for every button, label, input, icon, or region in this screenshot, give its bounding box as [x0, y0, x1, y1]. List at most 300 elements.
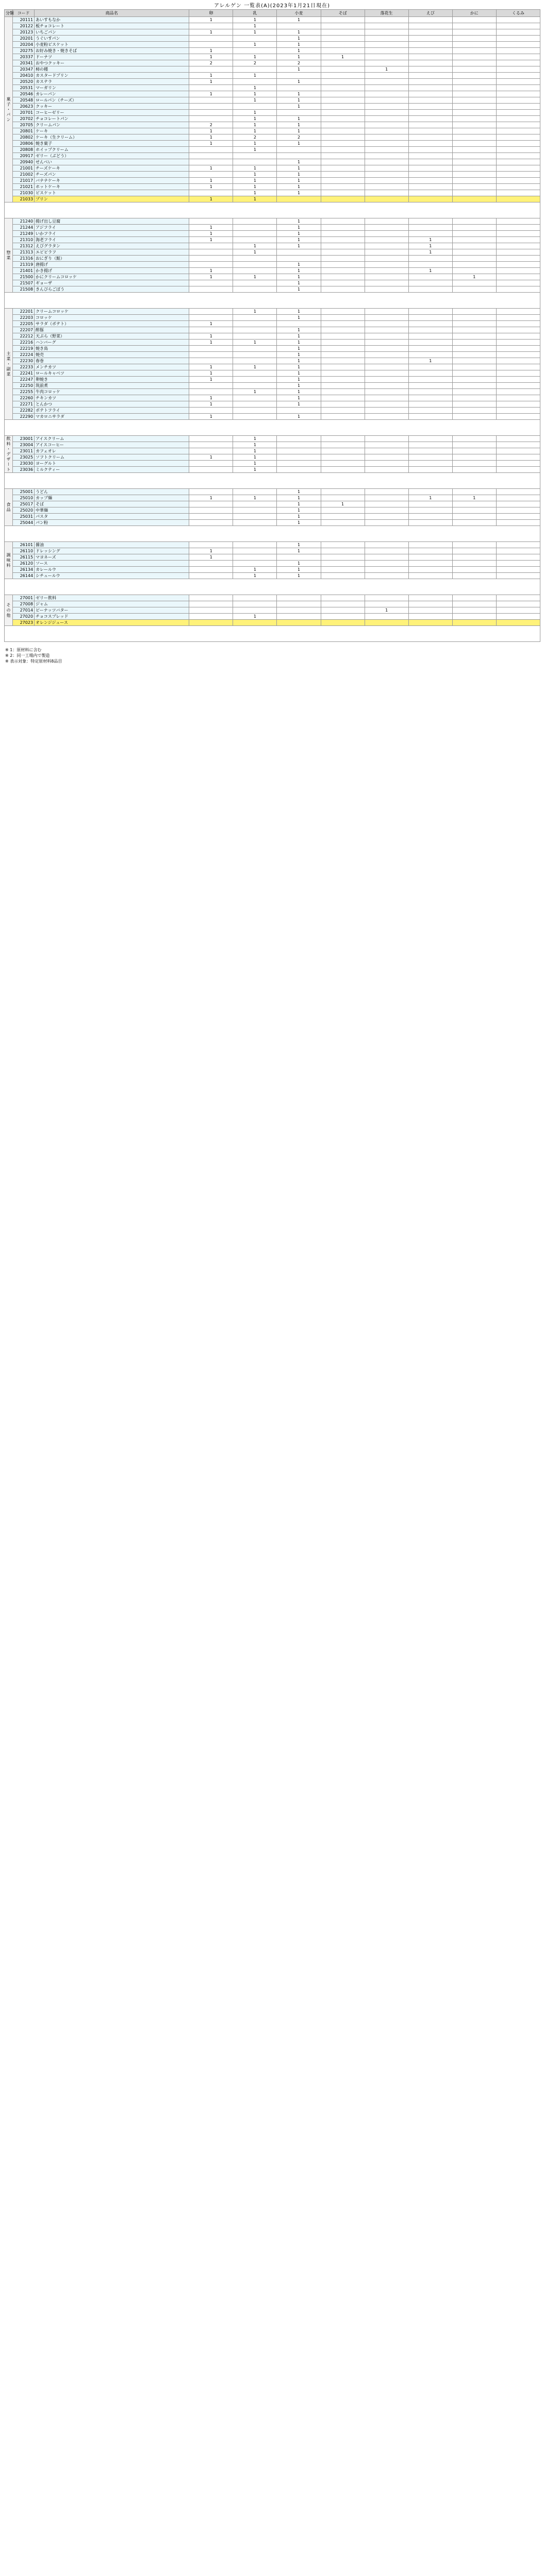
item-code: 22219 [13, 346, 35, 352]
allergen-cell: 1 [233, 340, 277, 346]
allergen-cell [496, 243, 540, 249]
allergen-cell [321, 128, 365, 134]
table-row [5, 66, 540, 73]
item-name: ビスケット [35, 190, 189, 196]
table-row [5, 467, 540, 473]
allergen-cell [321, 377, 365, 383]
allergen-cell: 1 [277, 548, 321, 554]
item-name: おやつクッキー [35, 60, 189, 66]
item-code: 20531 [13, 85, 35, 91]
item-name: ドレッシング [35, 548, 189, 554]
allergen-cell [496, 66, 540, 73]
table-row [5, 514, 540, 520]
section-label: 惣菜 [5, 218, 13, 293]
allergen-cell [321, 165, 365, 172]
allergen-cell [408, 507, 452, 514]
allergen-cell: 1 [277, 36, 321, 42]
allergen-cell [233, 607, 277, 614]
allergen-cell [408, 104, 452, 110]
allergen-cell [452, 23, 496, 29]
allergen-cell: 1 [233, 116, 277, 122]
allergen-cell [452, 436, 496, 442]
allergen-cell [408, 42, 452, 48]
allergen-cell [452, 85, 496, 91]
allergen-cell [496, 414, 540, 420]
allergen-cell: 1 [233, 91, 277, 97]
allergen-cell [452, 501, 496, 507]
allergen-cell [452, 196, 496, 202]
allergen-cell: 1 [277, 122, 321, 128]
allergen-cell: 1 [277, 340, 321, 346]
allergen-cell [321, 573, 365, 579]
allergen-cell [452, 73, 496, 79]
allergen-cell [452, 542, 496, 548]
allergen-cell [365, 401, 408, 408]
allergen-cell [452, 333, 496, 340]
allergen-cell [408, 401, 452, 408]
allergen-cell [189, 352, 233, 358]
allergen-cell: 1 [189, 54, 233, 60]
allergen-cell [365, 60, 408, 66]
allergen-cell [321, 607, 365, 614]
allergen-cell [452, 190, 496, 196]
item-code: 26134 [13, 567, 35, 573]
allergen-cell: 1 [189, 364, 233, 370]
allergen-cell [496, 147, 540, 153]
allergen-cell: 1 [277, 184, 321, 190]
allergen-cell [321, 442, 365, 448]
allergen-cell [233, 554, 277, 561]
allergen-cell [408, 467, 452, 473]
item-code: 22247 [13, 377, 35, 383]
table-row [5, 54, 540, 60]
allergen-cell: 1 [189, 395, 233, 401]
allergen-cell [321, 134, 365, 141]
allergen-cell [496, 128, 540, 134]
table-row [5, 401, 540, 408]
allergen-cell: 1 [277, 29, 321, 36]
table-row [5, 567, 540, 573]
allergen-cell [189, 467, 233, 473]
table-row [5, 377, 540, 383]
allergen-cell: 2 [233, 134, 277, 141]
allergen-cell [233, 595, 277, 601]
item-code: 21316 [13, 256, 35, 262]
allergen-cell: 1 [233, 29, 277, 36]
table-row [5, 495, 540, 501]
allergen-cell [321, 249, 365, 256]
column-header: 分類 [5, 10, 13, 17]
allergen-cell [321, 333, 365, 340]
allergen-cell [408, 601, 452, 607]
section-gap [5, 626, 540, 642]
allergen-cell [365, 461, 408, 467]
allergen-cell [321, 36, 365, 42]
table-row [5, 23, 540, 29]
allergen-cell: 1 [189, 237, 233, 243]
item-code: 20701 [13, 110, 35, 116]
table-row [5, 554, 540, 561]
allergen-cell [496, 436, 540, 442]
allergen-cell [452, 315, 496, 321]
item-name: ドーナツ [35, 54, 189, 60]
allergen-cell [189, 97, 233, 104]
allergen-cell: 1 [233, 97, 277, 104]
allergen-cell [233, 104, 277, 110]
allergen-cell [321, 286, 365, 293]
allergen-cell [365, 614, 408, 620]
allergen-cell [496, 97, 540, 104]
allergen-cell [496, 196, 540, 202]
item-code: 23025 [13, 454, 35, 461]
allergen-cell [233, 370, 277, 377]
allergen-cell [321, 467, 365, 473]
table-row [5, 542, 540, 548]
allergen-cell: 1 [277, 327, 321, 333]
allergen-cell [321, 147, 365, 153]
allergen-cell [496, 159, 540, 165]
allergen-cell [365, 573, 408, 579]
allergen-cell [496, 184, 540, 190]
allergen-cell [233, 333, 277, 340]
allergen-cell [452, 116, 496, 122]
allergen-cell [189, 42, 233, 48]
allergen-cell: 1 [233, 436, 277, 442]
allergen-cell [408, 414, 452, 420]
item-code: 25010 [13, 495, 35, 501]
allergen-cell: 1 [277, 172, 321, 178]
allergen-cell [233, 548, 277, 554]
item-code: 23030 [13, 461, 35, 467]
allergen-cell: 1 [277, 141, 321, 147]
allergen-cell [408, 66, 452, 73]
allergen-cell [496, 601, 540, 607]
allergen-cell [452, 147, 496, 153]
table-row [5, 346, 540, 352]
allergen-cell [408, 333, 452, 340]
allergen-cell [365, 97, 408, 104]
item-code: 21240 [13, 218, 35, 225]
table-row [5, 595, 540, 601]
allergen-cell [452, 91, 496, 97]
allergen-cell [496, 54, 540, 60]
item-name: かき揚げ [35, 268, 189, 274]
table-body [5, 17, 540, 642]
item-name: いちごパン [35, 29, 189, 36]
allergen-cell [452, 36, 496, 42]
column-header: 乳 [233, 10, 277, 17]
item-code: 21500 [13, 274, 35, 280]
allergen-cell [233, 620, 277, 626]
allergen-cell [277, 147, 321, 153]
allergen-cell [233, 231, 277, 237]
allergen-cell [452, 395, 496, 401]
allergen-cell [452, 414, 496, 420]
allergen-cell [365, 85, 408, 91]
allergen-cell [496, 542, 540, 548]
allergen-cell [452, 17, 496, 23]
item-code: 22216 [13, 340, 35, 346]
allergen-cell [452, 309, 496, 315]
allergen-cell [408, 141, 452, 147]
allergen-cell: 1 [321, 501, 365, 507]
item-name: かにクリームコロッケ [35, 274, 189, 280]
allergen-cell: 1 [233, 54, 277, 60]
allergen-cell [408, 614, 452, 620]
allergen-cell [189, 358, 233, 364]
allergen-cell [452, 614, 496, 620]
allergen-cell [321, 364, 365, 370]
allergen-cell [496, 73, 540, 79]
item-name: 海老フライ [35, 237, 189, 243]
allergen-cell: 1 [277, 274, 321, 280]
allergen-cell: 1 [277, 116, 321, 122]
allergen-cell [233, 514, 277, 520]
allergen-cell [452, 346, 496, 352]
table-row [5, 141, 540, 147]
table-row [5, 110, 540, 116]
allergen-cell [189, 501, 233, 507]
allergen-cell: 1 [277, 17, 321, 23]
allergen-cell [452, 286, 496, 293]
allergen-cell [189, 520, 233, 526]
item-name: えびグラタン [35, 243, 189, 249]
section-gap [5, 202, 540, 218]
item-name: アジフライ [35, 225, 189, 231]
allergen-cell [452, 172, 496, 178]
allergen-cell [452, 178, 496, 184]
item-name: 揚げ出し豆腐 [35, 218, 189, 225]
allergen-cell: 1 [277, 91, 321, 97]
allergen-cell [321, 60, 365, 66]
allergen-cell [496, 489, 540, 495]
item-name: チーズケーキ [35, 165, 189, 172]
header-row [5, 10, 540, 17]
allergen-cell [496, 614, 540, 620]
item-name: いかフライ [35, 231, 189, 237]
item-code: 23036 [13, 467, 35, 473]
item-code: 20520 [13, 79, 35, 85]
allergen-cell: 1 [189, 548, 233, 554]
allergen-cell [189, 190, 233, 196]
item-name: アイスコーヒー [35, 442, 189, 448]
allergen-cell: 1 [189, 454, 233, 461]
allergen-cell [233, 237, 277, 243]
table-row [5, 153, 540, 159]
allergen-cell [365, 548, 408, 554]
allergen-cell [408, 620, 452, 626]
allergen-cell: 1 [277, 507, 321, 514]
item-code: 27023 [13, 620, 35, 626]
table-row [5, 327, 540, 333]
allergen-cell [365, 383, 408, 389]
allergen-cell [496, 383, 540, 389]
item-name: 醤油 [35, 542, 189, 548]
allergen-cell [408, 377, 452, 383]
footnote-line: ※ 1：原材料に含む [5, 648, 42, 652]
allergen-cell [365, 352, 408, 358]
allergen-cell [233, 561, 277, 567]
allergen-cell [189, 147, 233, 153]
allergen-cell [365, 147, 408, 153]
allergen-cell [189, 389, 233, 395]
allergen-cell: 1 [189, 495, 233, 501]
allergen-cell: 1 [233, 42, 277, 48]
table-row [5, 91, 540, 97]
allergen-cell [321, 29, 365, 36]
item-code: 23004 [13, 442, 35, 448]
allergen-cell [321, 91, 365, 97]
allergen-cell [321, 408, 365, 414]
table-row [5, 218, 540, 225]
allergen-cell: 1 [233, 17, 277, 23]
allergen-cell: 1 [277, 377, 321, 383]
allergen-cell [233, 395, 277, 401]
allergen-cell [452, 159, 496, 165]
allergen-cell [321, 542, 365, 548]
item-code: 23001 [13, 436, 35, 442]
allergen-cell [408, 190, 452, 196]
allergen-cell [496, 42, 540, 48]
table-row [5, 408, 540, 414]
allergen-cell: 1 [189, 141, 233, 147]
table-row [5, 190, 540, 196]
allergen-cell: 1 [189, 321, 233, 327]
allergen-cell [233, 327, 277, 333]
item-name: チョコスプレッド [35, 614, 189, 620]
allergen-cell [365, 42, 408, 48]
allergen-cell: 1 [277, 364, 321, 370]
allergen-cell [496, 514, 540, 520]
allergen-cell [365, 218, 408, 225]
allergen-cell [452, 48, 496, 54]
item-code: 22233 [13, 364, 35, 370]
allergen-cell [408, 364, 452, 370]
item-name: メンチカツ [35, 364, 189, 370]
allergen-cell: 1 [277, 414, 321, 420]
item-code: 20122 [13, 23, 35, 29]
item-code: 21033 [13, 196, 35, 202]
table-row [5, 29, 540, 36]
item-code: 21244 [13, 225, 35, 231]
allergen-cell: 1 [189, 184, 233, 190]
allergen-cell: 1 [277, 309, 321, 315]
allergen-cell [408, 178, 452, 184]
allergen-cell [189, 327, 233, 333]
section-gap [5, 473, 540, 489]
allergen-cell: 1 [277, 262, 321, 268]
allergen-cell: 1 [277, 561, 321, 567]
allergen-cell [321, 601, 365, 607]
allergen-cell [408, 408, 452, 414]
allergen-cell [452, 514, 496, 520]
item-code: 21021 [13, 184, 35, 190]
table-row [5, 620, 540, 626]
allergen-cell: 1 [277, 128, 321, 134]
allergen-cell [365, 340, 408, 346]
column-header: 落花生 [365, 10, 408, 17]
allergen-cell [452, 489, 496, 495]
allergen-cell [233, 218, 277, 225]
allergen-cell: 1 [408, 358, 452, 364]
allergen-cell: 1 [277, 333, 321, 340]
item-code: 21319 [13, 262, 35, 268]
allergen-cell [496, 315, 540, 321]
allergen-cell [233, 520, 277, 526]
allergen-cell [321, 401, 365, 408]
allergen-cell [496, 461, 540, 467]
allergen-cell [365, 110, 408, 116]
allergen-cell [321, 153, 365, 159]
allergen-cell [496, 548, 540, 554]
allergen-cell [496, 286, 540, 293]
allergen-cell: 1 [189, 231, 233, 237]
allergen-cell [452, 60, 496, 66]
item-code: 21002 [13, 172, 35, 178]
allergen-cell: 1 [233, 23, 277, 29]
allergen-cell [321, 280, 365, 286]
item-code: 20410 [13, 73, 35, 79]
section-label: 食品 [5, 489, 13, 526]
allergen-cell [496, 122, 540, 128]
allergen-cell [233, 542, 277, 548]
allergen-cell: 1 [233, 128, 277, 134]
allergen-cell: 1 [277, 280, 321, 286]
item-name: マーガリン [35, 85, 189, 91]
allergen-table [4, 9, 540, 642]
allergen-cell [496, 340, 540, 346]
item-name: クリームコロッケ [35, 309, 189, 315]
item-code: 22207 [13, 327, 35, 333]
allergen-cell [365, 190, 408, 196]
allergen-cell [496, 358, 540, 364]
allergen-cell [452, 165, 496, 172]
allergen-cell [365, 414, 408, 420]
allergen-cell [408, 395, 452, 401]
allergen-cell: 1 [277, 97, 321, 104]
table-row [5, 42, 540, 48]
allergen-cell [452, 122, 496, 128]
allergen-cell [408, 184, 452, 190]
item-code: 22241 [13, 370, 35, 377]
table-row [5, 383, 540, 389]
allergen-cell [496, 370, 540, 377]
allergen-cell [496, 507, 540, 514]
allergen-cell [321, 79, 365, 85]
allergen-cell [321, 110, 365, 116]
allergen-cell: 1 [233, 454, 277, 461]
allergen-cell [233, 315, 277, 321]
allergen-cell [365, 249, 408, 256]
item-code: 22230 [13, 358, 35, 364]
allergen-cell [408, 225, 452, 231]
allergen-cell: 1 [189, 17, 233, 23]
allergen-cell: 1 [189, 91, 233, 97]
allergen-cell: 1 [189, 178, 233, 184]
allergen-cell [365, 408, 408, 414]
allergen-cell [408, 436, 452, 442]
allergen-cell [452, 383, 496, 389]
table-row [5, 548, 540, 554]
item-code: 22271 [13, 401, 35, 408]
item-name: カレールウ [35, 567, 189, 573]
allergen-cell [408, 567, 452, 573]
table-row [5, 178, 540, 184]
allergen-cell [189, 573, 233, 579]
allergen-cell: 1 [189, 225, 233, 231]
allergen-cell [189, 315, 233, 321]
item-code: 22201 [13, 309, 35, 315]
